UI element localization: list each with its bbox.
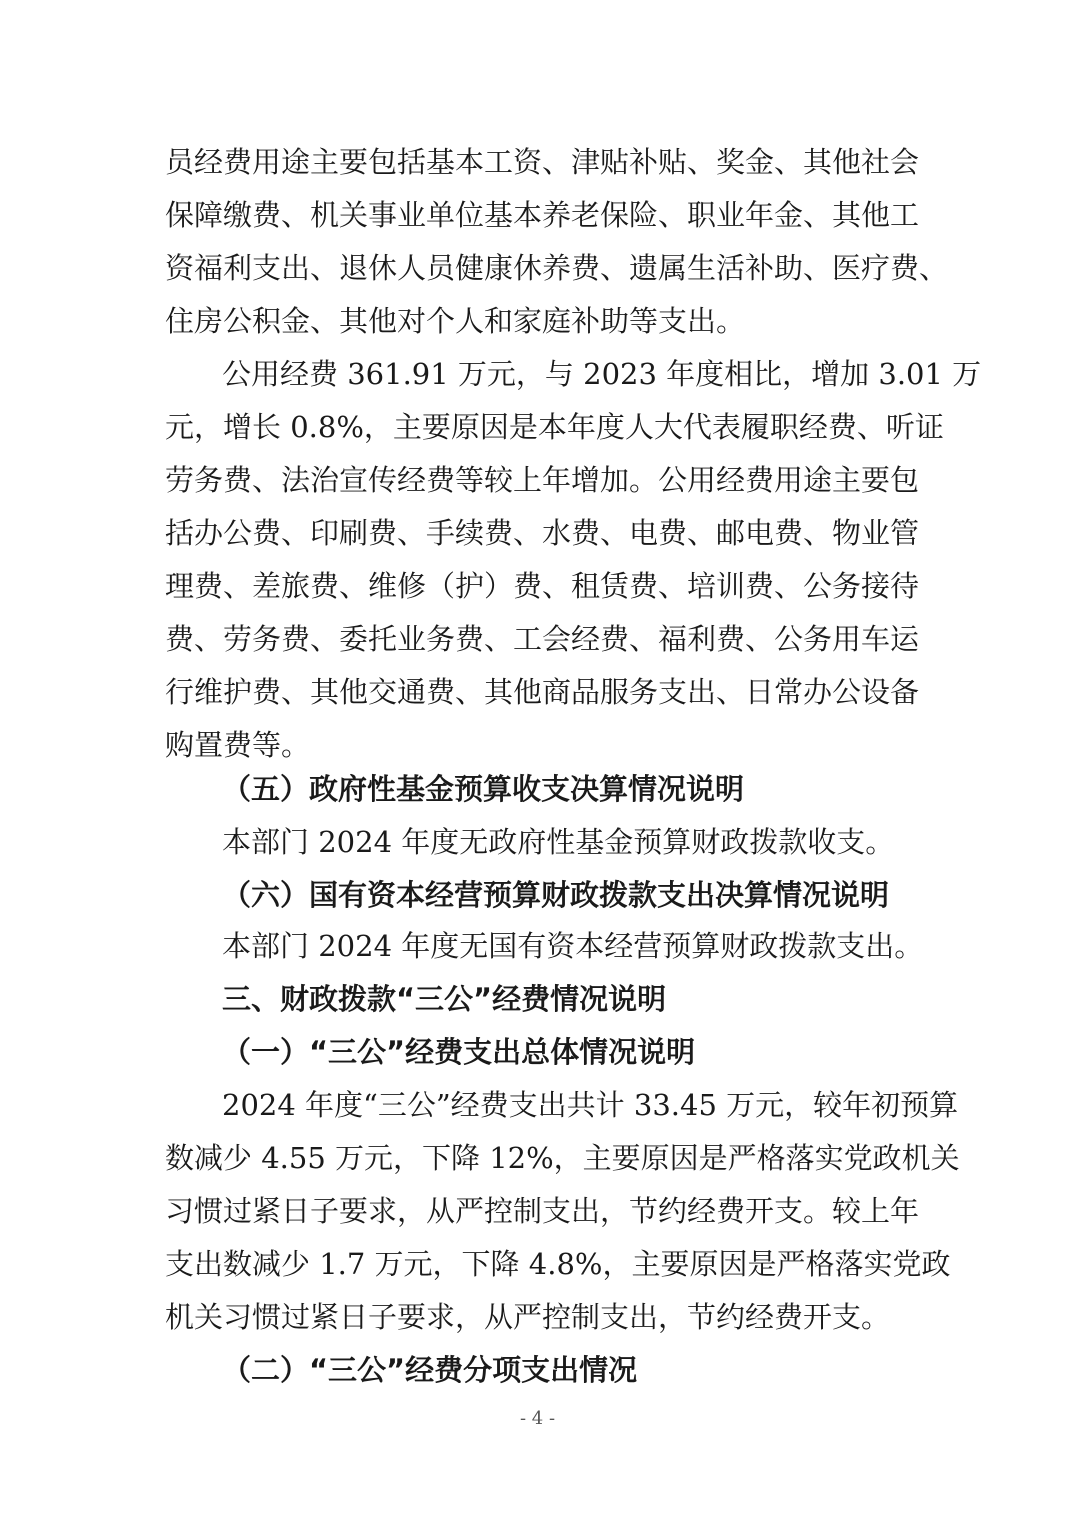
section-body: 本部门 2024 年度无国有资本经营预算财政拨款支出。: [222, 929, 924, 963]
paragraph-line: 劳务费、法治宣传经费等较上年增加。公用经费用途主要包: [165, 463, 920, 497]
page-number: - 4 -: [519, 1408, 556, 1429]
section-heading: （六）国有资本经营预算财政拨款支出决算情况说明: [222, 878, 890, 912]
paragraph-line: 住房公积金、其他对个人和家庭补助等支出。: [165, 304, 746, 338]
section-heading: （二）“三公”经费分项支出情况: [222, 1353, 638, 1387]
paragraph-line: 机关习惯过紧日子要求，从严控制支出，节约经费开支。: [165, 1300, 891, 1334]
paragraph-line: 行维护费、其他交通费、其他商品服务支出、日常办公设备: [165, 675, 920, 709]
paragraph-line: 2024 年度“三公”经费支出共计 33.45 万元，较年初预算: [222, 1088, 959, 1122]
paragraph-line: 元，增长 0.8%，主要原因是本年度人大代表履职经费、听证: [165, 410, 944, 444]
paragraph-line: 员经费用途主要包括基本工资、津贴补贴、奖金、其他社会: [165, 145, 920, 179]
paragraph-line: 购置费等。: [165, 728, 311, 762]
section-heading: （一）“三公”经费支出总体情况说明: [222, 1035, 696, 1069]
paragraph-line: 数减少 4.55 万元，下降 12%，主要原因是严格落实党政机关: [165, 1141, 960, 1175]
section-heading: （五）政府性基金预算收支决算情况说明: [222, 772, 745, 806]
part-heading: 三、财政拨款“三公”经费情况说明: [222, 982, 667, 1016]
paragraph-line: 公用经费 361.91 万元，与 2023 年度相比，增加 3.01 万: [222, 357, 982, 391]
paragraph-line: 理费、差旅费、维修（护）费、租赁费、培训费、公务接待: [165, 569, 920, 603]
paragraph-line: 资福利支出、退休人员健康休养费、遗属生活补助、医疗费、: [165, 251, 949, 285]
section-body: 本部门 2024 年度无政府性基金预算财政拨款收支。: [222, 825, 895, 859]
paragraph-line: 费、劳务费、委托业务费、工会经费、福利费、公务用车运: [165, 622, 920, 656]
paragraph-line: 保障缴费、机关事业单位基本养老保险、职业年金、其他工: [165, 198, 920, 232]
paragraph-line: 支出数减少 1.7 万元，下降 4.8%，主要原因是严格落实党政: [165, 1247, 951, 1281]
paragraph-line: 括办公费、印刷费、手续费、水费、电费、邮电费、物业管: [165, 516, 920, 550]
paragraph-line: 习惯过紧日子要求，从严控制支出，节约经费开支。较上年: [165, 1194, 920, 1228]
